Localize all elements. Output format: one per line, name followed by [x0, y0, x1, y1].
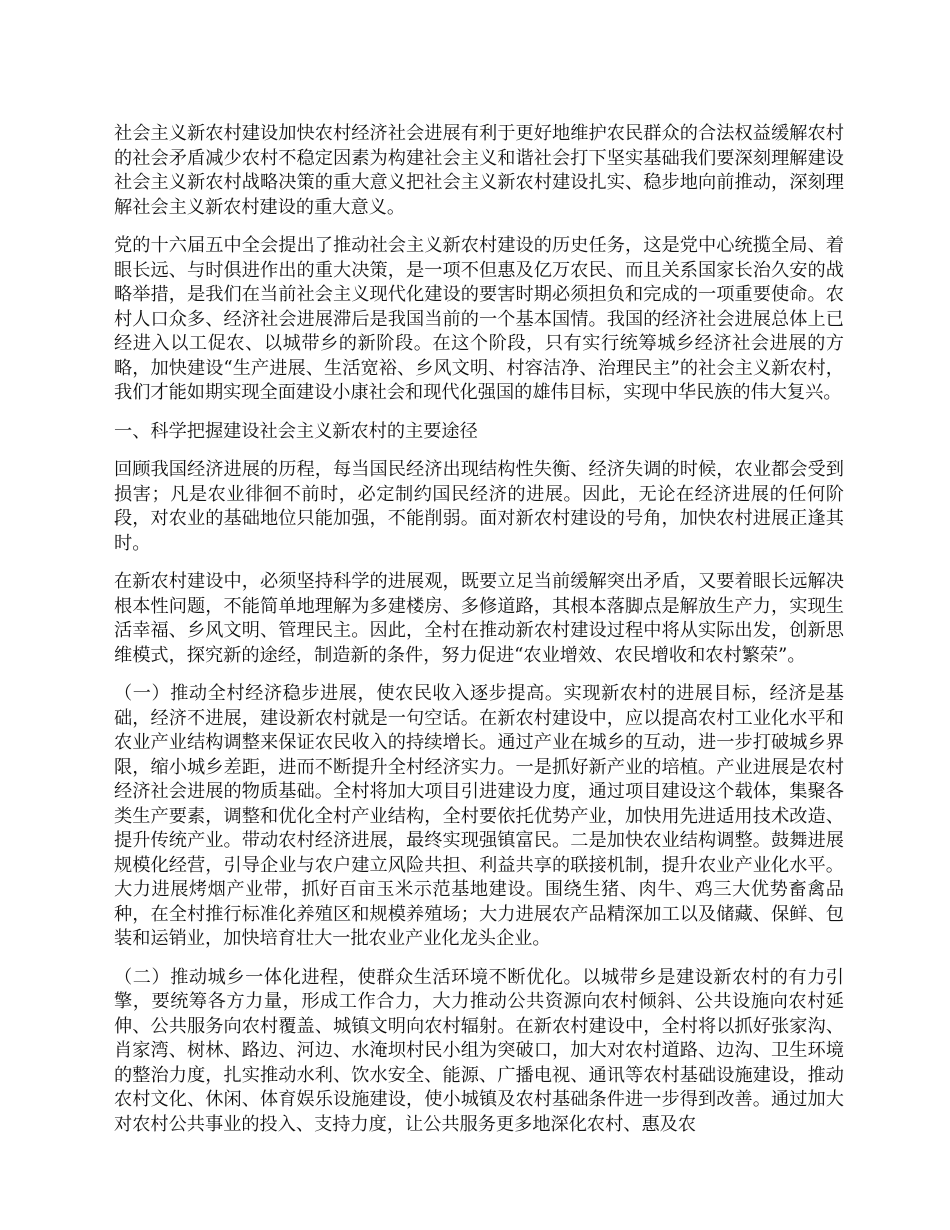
section-heading: 一、科学把握建设社会主义新农村的主要途径 [114, 420, 478, 442]
paragraph-point-one: （一）推动全村经济稳步进展，使农民收入逐步提高。实现新农村的进展目标，经济是基础，经济不进展，建设新农村就是一句空话。在新农村建设中，应以提高农村工业化水平和农业产业结构调整来保证农民收入的持续增长。通过产业在城乡的互动，进一步打破城乡界限，缩小城乡差距，进而不断提升全村经济实力。一是抓好新产业的培植。产业进展是农村经济社会进展的物质基础。全村将加大项目引进建设力度，通过项目建设这个载体，集聚各类生产要素，调整和优化全村产业结构，全村要依托优势产业，加快用先进适用技术改造、提升传统产业。带动农村经济进展，最终实现强镇富民。二是加快农业结构调整。鼓舞进展规模化经营，引导企业与农户建立风险共担、利益共享的联接机制，提升农业产业化水平。大力进展烤烟产业带，抓好百亩玉米示范基地建设。围绕生猪、肉牛、鸡三大优势畜禽品种，在全村推行标准化养殖区和规模养殖场；大力进展农产品精深加工以及储藏、保鲜、包装和运销业，加快培育壮大一批农业产业化龙头企业。 [114, 683, 844, 949]
paragraph-intro: 社会主义新农村建设加快农村经济社会进展有利于更好地维护农民群众的合法权益缓解农村的社会矛盾减少农村不稳定因素为构建社会主义和谐社会打下坚实基础我们要深刻理解建设社会主义新农村战略决策的重大意义把社会主义新农村建设扎实、稳步地向前推动，深刻理解社会主义新农村建设的重大意义。 [114, 123, 844, 218]
paragraph-point-two: （二）推动城乡一体化进程，使群众生活环境不断优化。以城带乡是建设新农村的有力引擎，要统筹各方力量，形成工作合力，大力推动公共资源向农村倾斜、公共设施向农村延伸、公共服务向农村覆盖、城镇文明向农村辐射。在新农村建设中，全村将以抓好张家沟、肖家湾、树林、路边、河边、水淹坝村民小组为突破口，加大对农村道路、边沟、卫生环境的整治力度，扎实推动水利、饮水安全、能源、广播电视、通讯等农村基础设施建设，推动农村文化、休闲、体育娱乐设施建设，使小城镇及农村基础条件进一步得到改善。通过加大对农村公共事业的投入、支持力度，让公共服务更多地深化农村、惠及农 [114, 966, 844, 1135]
paragraph-background: 党的十六届五中全会提出了推动社会主义新农村建设的历史任务，这是党中心统揽全局、着眼长远、与时俱进作出的重大决策，是一项不但惠及亿万农民、而且关系国家长治久安的战略举措，是我们在当前社会主义现代化建设的要害时期必须担负和完成的一项重要使命。农村人口众多、经济社会进展滞后是我国当前的一个基本国情。我国的经济社会进展总体上已经进入以工促农、以城带乡的新阶段。在这个阶段，只有实行统筹城乡经济社会进展的方略，加快建设“生产进展、生活宽裕、乡风文明、村容洁净、治理民主”的社会主义新农村，我们才能如期实现全面建设小康社会和现代化强国的雄伟目标，实现中华民族的伟大复兴。 [114, 235, 844, 403]
paragraph-review: 回顾我国经济进展的历程，每当国民经济出现结构性失衡、经济失调的时候，农业都会受到损害；凡是农业徘徊不前时，必定制约国民经济的进展。因此，无论在经济进展的任何阶段，对农业的基础地位只能加强，不能削弱。面对新农村建设的号角，加快农村进展正逢其时。 [114, 459, 844, 554]
document-body [114, 122, 844, 1151]
paragraph-development-view: 在新农村建设中，必须坚持科学的进展观，既要立足当前缓解突出矛盾，又要着眼长远解决根本性问题，不能简单地理解为多建楼房、多修道路，其根本落脚点是解放生产力，实现生活幸福、乡风文明、管理民主。因此，全村在推动新农村建设过程中将从实际出发，创新思维模式，探究新的途经，制造新的条件，努力促进“农业增效、农民增收和农村繁荣”。 [114, 571, 844, 666]
